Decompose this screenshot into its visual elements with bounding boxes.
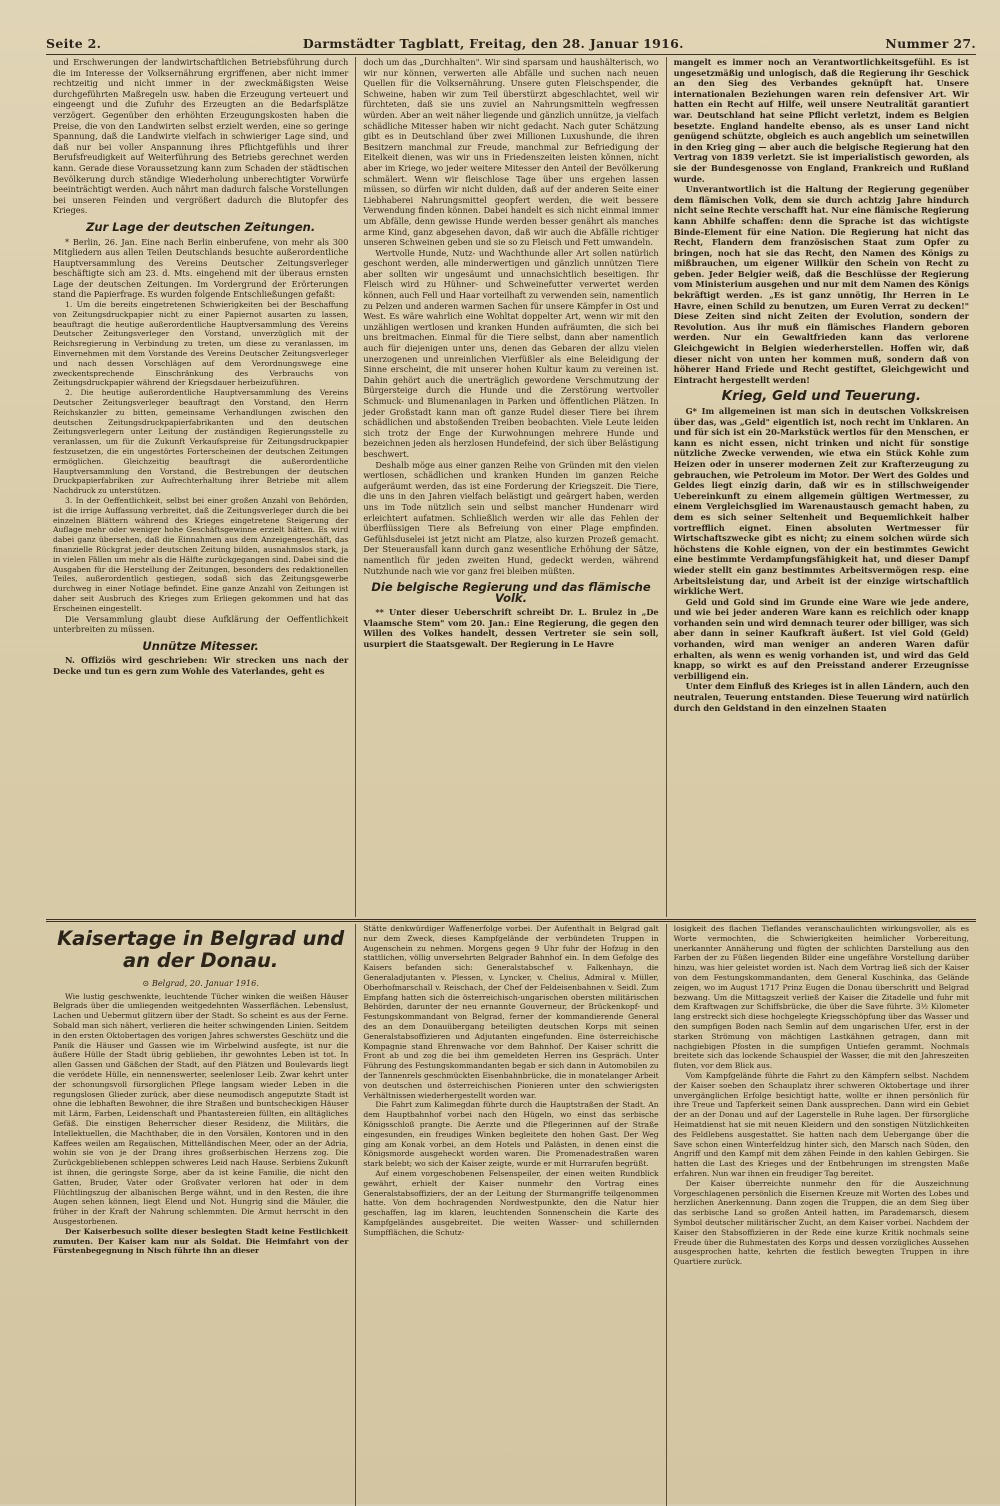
- column-2: [355, 57, 665, 917]
- dateline: ⊙ Belgrad, 20. Januar 1916.: [142, 978, 259, 988]
- paragraph: Geld und Gold sind im Grunde eine Ware wie jede andere, und wie bei jeder anderen Ware kann es reichlich oder knapp vorhanden sein und wird demnach teurer oder billiger, was sich aber dann in seiner Kaufkraft äußert. Ist viel Gold (Geld) vorhanden, wird man weniger an anderen Waren dafür erhalten, als wenn es wenig vorhanden ist, und wird das Geld knapp, so wirkt es auf den Preisstand anderer Erzeugnisse verbilligend ein.: [673, 596, 969, 681]
- paragraph: Der Kaiserbesuch sollte dieser beslegten Stadt keine Festlichkeit zumuten. Der Kaiser kam nur als Soldat. Die Heimfahrt von der Fürstenbegegnung in Nisch führte ihn an dieser: [53, 1226, 349, 1256]
- column-3: [666, 924, 976, 1506]
- section-divider: [46, 919, 976, 922]
- column-1: [46, 57, 355, 917]
- column-2: [355, 924, 665, 1506]
- paragraph: mangelt es immer noch an Verantwortlichkeitsgefühl. Es ist ungesetzmäßig und unlogisch, daß die Regierung ihr Geschick an den Sieg des Verbandes geknüpft hat. Unsere internationalen Beziehungen waren rein defensiver Art. Wir hatten ein Recht auf Hilfe, weil unsere Neutralität garantiert war. Deutschland hat seine Pflicht verletzt, indem es Belgien besetzte. England handelte ebenso, als es unser Land nicht genügend schützte, obgleich es auch angeblich um seinetwillen in den Krieg ging — aber auch die belgische Regierung hat den Vertrag von 1839 verletzt. Sie ist imperialistisch geworden, als sie der Bundesgenosse von England, Frankreich und Rußland wurde.: [673, 57, 969, 184]
- bottom-section: [46, 924, 976, 1506]
- paragraph: Die Fahrt zum Kalimegdan führte durch die Hauptstraßen der Stadt. An dem Hauptbahnhof vorbei nach den Hügeln, wo einst das serbische Königsschloß prangte. Die Aerzte und die Pflegerinnen auf der Straße eingesunden, ein freudiges Winken begleitete den hohen Gast. Der Weg ging am Konak vorbei, an dem Hotels und Palästen, in denen einst die Königsmorde ausgeheckt worden waren. Die Promenadestraßen waren stark belebt; wo sich der Kaiser zeigte, wurde er mit Hurrarufen begrüßt.: [363, 1100, 659, 1169]
- paragraph: * Berlin, 26. Jan. Eine nach Berlin einberufene, von mehr als 300 Mitgliedern aus allen Teilen Deutschlands besuchte außerordentliche Hauptversammlung des Vereins Deutscher Zeitungsverleger beschäftigte sich am 23. d. Mts. eingehend mit der überaus ernsten Lage der deutschen Zeitungen. Im Vordergrund der Erörterungen stand die Papierfrage. Es wurden folgende Entschließungen gefaßt:: [53, 236, 349, 300]
- paragraph: ** Unter dieser Ueberschrift schreibt Dr. L. Brulez in „De Vlaamsche Stem" vom 20. Jan.: Eine Regierung, die gegen den Willen des Volkes handelt, dessen Vertreter sie sein soll, usurpiert die Staatsgewalt. Der Regierung in Le Havre: [363, 607, 659, 650]
- issue-number: Nummer 27.: [885, 36, 976, 51]
- article-headline: Kaisertage in Belgrad und an der Donau.: [57, 927, 345, 972]
- paragraph: und Erschwerungen der landwirtschaftlichen Betriebsführung durch die im Interesse der Volksernährung ergriffenen, aber nicht immer rechtzeitig und nicht immer in der zweckmäßigsten Weise durchgeführten Maßregeln usw. haben die Erzeugung verteuert und eingeengt und die Zufuhr des Erzeugten an die Bedarfsplätze verzögert. Gegenüber den erhöhten Erzeugungskosten haben die Preise, die von den Landwirten selbst erzielt werden, eine so geringe Spannung, daß die Landwirte vielfach in schwieriger Lage sind, und daß nur bei voller Anspannung ihres Pflichtgefühls und ihrer Berufsfreudigkeit auf Weiterführung des Betriebs gerechnet werden kann. Gerade diese Voraussetzung kann zum Schaden der städtischen Bevölkerung durch ständige Wiederholung unberechtigter Vorwürfe beeinträchtigt werden. Auch nährt man dadurch falsche Vorstellungen bei unseren Feinden und vergrößert dadurch die Blutopfer des Krieges.: [53, 57, 349, 216]
- column-3: [666, 57, 976, 917]
- paragraph: Unter dem Einfluß des Krieges ist in allen Ländern, auch den neutralen, Teuerung entstanden. Diese Teuerung wird natürlich durch den Geldstand in den einzelnen Staaten: [673, 681, 969, 713]
- paragraph: Vom Kampfgelände führte die Fahrt zu den Kämpfern selbst. Nachdem der Kaiser soeben den Schauplatz ihrer schweren Oktobertage und ihrer unvergänglichen Erfolge besichtigt hatte, wollte er ihnen persönlich für ihre Treue und Tapferkeit seinen Dank aussprechen. Dann wird ein Gebiet der an der Donau und auf der Lagerstelle in Ruhe lagen. Der fürsorgliche Heimatdienst hat sie mit neuen Kleidern und den sonstigen Nützlichkeiten des Feldlebens ausgestattet. Sie hatten nach dem Uebergange über die Save schon einen Winterfeldzug hinter sich, den Marsch nach Süden, den Angriff und den Kampf mit dem zähen Feinde in den kahlen Gebirgen. Sie hatten die Last des Krieges und der Entbehrungen im strengsten Maße erfahren. Nun war ihnen ein freudiger Tag bereitet.: [673, 1070, 969, 1178]
- paragraph: losigkeit des flachen Tieflandes veranschaulichten wirkungsvoller, als es Worte vermochten, die Schwierigkeiten heimlicher Vorbereitung, unerkannter Annäherung und fügten der schlichten Darstellung aus den Farben der zu Füßen liegenden Bilder eine ungefähre Vorstellung darüber hinzu, was hier geleistet worden ist. Nach dem Vortrag ließ sich der Kaiser von dem Festungskommandanten, dem General Kuschinka, das Gelände zeigen, wo im August 1717 Prinz Eugen die Donau überschritt und Belgrad bezwang. Um die Mittagszeit verließ der Kaiser die Zitadelle und fuhr mit dem Kraftwagen zur Schiffsbrücke, die über die Save führte. 3½ Kilometer lang erstreckt sich diese hochgelegte Kriegsschöpfung über das Wasser und den sumpfigen Boden nach Semlin auf dem ungarischen Ufer, erst in der starken Strömung von mächtigen Lastkähnen getragen, dann mit nachgiebigen Pfosten in die sumpfigen Untiefen gerammt. Nochmals breitete sich das lockende Schauspiel der Wasser, die mit den Jahreszeiten fluten, vor dem Blick aus.: [673, 924, 969, 1071]
- paragraph: Die Versammlung glaubt diese Aufklärung der Oeffentlichkeit unterbreiten zu müssen.: [53, 613, 349, 635]
- paragraph: Wertvolle Hunde, Nutz- und Wachthunde aller Art sollen natürlich geschont werden, alle minderwertigen und gänzlich unnützen Tiere aber sollten wir ungesäumt und unnachsichtlich beseitigen. Ihr Fleisch wird zu Hühner- und Schweinefutter verwertet werden können, auch Fell und Haar vorteilhaft zu verwenden sein, namentlich zu Pelzen und anderen warmen Sachen für unsere Kämpfer in Ost und West. Es wäre wahrlich eine Wohltat doppelter Art, wenn wir mit den unzähligen wertlosen und kranken Hunden aufräumten, die sich bei uns breitmachen. Einmal für die Tiere selbst, dann aber namentlich auch für diejenigen unter uns, denen das Gebaren der allzu vielen unerzogenen und unreinlichen Vierfüßler als eine Beleidigung der Sinne erscheint, die mit unserer hohen Kultur kaum zu vereinen ist. Dahin gehört auch die unerträglich gewordene Verschmutzung der Bürgersteige durch die Hunde und die Zerstörung wertvoller Schmuck- und Blumenanlagen in Parken und öffentlichen Plätzen. In jeder Großstadt kann man oft ganze Rudel dieser Tiere bei ihrem schädlichen und abstoßenden Treiben beobachten. Viele Leute leiden sich trotz der Enge der Kurwohnungen mehrere Hunde und bezeichnen jeden als herzlosen Hundefeind, der sich über Belästigung beschwert.: [363, 247, 659, 459]
- paragraph: doch um das „Durchhalten". Wir sind sparsam und haushälterisch, wo wir nur können, verwerten alle Abfälle und suchen nach neuen Quellen für die Volksernährung. Unsere guten Fleischspender, die Schweine, haben wir zum Teil überstürzt abgeschlachtet, weil wir fürchteten, daß sie uns zuviel an Nahrungsmitteln wegfressen würden. Aber an weit näher liegende und gänzlich unnütze, ja vielfach schädliche Mitesser haben wir nicht gedacht. Nach guter Schätzung gibt es in Deutschland über zwei Millionen Luxushunde, die ihren Besitzern manchmal zur Freude, manchmal zur Befriedigung der Eitelkeit dienen, was wir uns in Friedenszeiten leisten können, nicht aber im Kriege, wo jeder weitere Mitesser den Anteil der Bevölkerung schmälert. Wenn wir fleischlose Tage über uns ergehen lassen müssen, so dürfen wir nicht dulden, daß auf der anderen Seite einer Liebhaberei Nahrungsmittel geopfert werden, die weit bessere Verwendung finden können. Dabei handelt es sich nicht einmal immer um Abfälle, denn gewisse Hunde werden besser genährt als manches arme Kind, ganz abgesehen davon, daß wir auch die Abfälle richtiger unseren Schweinen geben und sie so zu Fleisch und Fett umwandeln.: [363, 57, 659, 248]
- top-section: [46, 57, 976, 917]
- paragraph: N. Offiziös wird geschrieben: Wir strecken uns nach der Decke und tun es gern zum Wohle des Vaterlandes, geht es: [53, 655, 349, 676]
- paragraph: Auf einem vorgeschobenen Felsenspeiler, der einen weiten Rundblick gewährt, erhielt der Kaiser nunmehr den Vortrag eines Generalstabsoffiziers, der an der Leitung der Sturmangriffe teilgenommen hatte. Von dem hochragenden Nordwestpunkte, den die Natur hier geschaffen, lag im klaren, leuchtenden Sonnenschein die Karte des Kampfgeländes ausgebreitet. Die weiten Wasser- und schillernden Sumpfflächen, die Schutz-: [363, 1168, 659, 1237]
- paragraph: Der Kaiser überreichte nunmehr den für die Auszeichnung Vorgeschlagenen persönlich die Eisernen Kreuze mit Worten des Lobes und herzlichen Anerkennung. Dann zogen die Truppen, die an dem Sieg über das serbische Land so großen Anteil hatten, im Parademarsch, diesem Symbol deutscher militärischer Zucht, an dem Kaiser vorbei. Nachdem der Kaiser den Stabsoffizieren in der Rede eine kurze Kritik nochmals seine Freude über die Ruhmestaten des Korps und dessen vorzügliches Aussehen ausgesprochen hatte, kehrten die festlich bewegten Truppen in ihre Quartiere zurück.: [673, 1178, 969, 1267]
- column-1: [46, 924, 355, 1506]
- section-title: Unnütze Mitesser.: [142, 638, 259, 653]
- section-title: Die belgische Regierung und das flämische Volk.: [371, 580, 651, 605]
- page-number: Seite 2.: [46, 36, 102, 51]
- masthead: Darmstädter Tagblatt, Freitag, den 28. Januar 1916.: [302, 36, 684, 51]
- paragraph: 3. In der Oeffentlichkeit, selbst bei einer großen Anzahl von Behörden, ist die irrige Auffassung verbreitet, daß die Zeitungsverleger durch die bei einzelnen Blättern während des Krieges eingetretene Steigerung der Auflage mehr oder weniger hohe Geschäftsgewinne erzielt hätten. Es wird dabei ganz übersehen, daß die Einnahmen aus dem Anzeigengeschäft, das finanzielle Rückgrat jeder deutschen Zeitung bilden, ausnahmslos stark, ja in vielen Fällen um mehr als die Hälfte zurückgegangen sind. Dabei sind die Ausgaben für die Herstellung der Zeitungen, besonders des redaktionellen Teiles, außerordentlich gestiegen, sodaß sich das Zeitungsgewerbe durchweg in einer Notlage befindet. Eine ganze Anzahl von Zeitungen ist daher seit Ausbruch des Krieges zum Erliegen gekommen und hat das Erscheinen eingestellt.: [53, 496, 349, 613]
- page-header: [46, 36, 976, 55]
- paragraph: Deshalb möge aus einer ganzen Reihe von Gründen mit den vielen wertlosen, schädlichen und kranken Hunden im ganzen Reiche aufgeräumt werden, das ist eine Forderung der Kriegszeit. Die Tiere, die uns in den Jahren vielfach belästigt und geärgert haben, werden uns im Tode nützlich sein und selbst mancher Hundenarr wird erleichtert aufatmen. Schließlich werden wir alle das Fehlen der überflüssigen Tiere als Befreiung von einer Plage empfinden. Gefühlsduselei ist jetzt nicht am Platze, also kurzen Prozeß gemacht. Der Steuerausfall kann durch ganz wesentliche Erhöhung der Sätze, namentlich für jeden zweiten Hund, gedeckt werden, während Nutzhunde nach wie vor ganz frei bleiben müßten.: [363, 459, 659, 576]
- section-title: Zur Lage der deutschen Zeitungen.: [86, 219, 316, 234]
- paragraph: 1. Um die bereits eingetretenen Schwierigkeiten bei der Beschaffung von Zeitungsdruckpapier nicht zu einer Papiernot ausarten zu lassen, beauftragt die heutige außerordentliche Hauptversammlung des Vereins Deutscher Zeitungsverleger den Vorstand, unverzüglich mit der Reichsregierung in Verbindung zu treten, um diese zu veranlassen, im Einvernehmen mit dem Vorstande des Vereins Deutscher Zeitungsverleger und nach dessen Vorschlägen auf dem Verordnungswege eine zweckentsprechende Einschränkung des Verbrauchs von Zeitungsdruckpapier während der Kriegsdauer herbeizuführen.: [53, 300, 349, 388]
- section-title: Krieg, Geld und Teuerung.: [721, 388, 921, 405]
- paragraph: G* Im allgemeinen ist man sich in deutschen Volkskreisen über das, was „Geld" eigentlich ist, noch recht im Unklaren. An und für sich ist ein 20-Markstück wertlos für den Menschen, er kann es nicht essen, nicht trinken und nicht für sonstige nützliche Zwecke verwenden, wie etwa ein Stück Kohle zum Heizen oder in unserer modernen Zeit zur Krafterzeugung zu gebrauchen, wie Petroleum im Motor. Der Wert des Goldes und Geldes liegt einzig darin, daß wir es in stillschweigender Uebereinkunft zu einem allgemein gültigen Wertmesser, zu einem Vergleichsglied im Warenaustausch gemacht haben, zu dem es sich seiner Seltenheit und Bequemlichkeit halber vortrefflich eignet. Einen absoluten Wertmesser für Wirtschaftszwecke gibt es nicht; zu einem solchen würde sich höchstens die Kohle eignen, von der ein bestimmtes Gewicht eine bestimmte Verdampfungsfähigkeit hat, und dieser Dampf wieder stellt ein ganz bestimmtes Arbeitsvermögen resp. eine Arbeitsleistung dar, und Arbeit ist der einzige wirtschaftlich wirkliche Wert.: [673, 406, 969, 597]
- paragraph: Stätte denkwürdiger Waffenerfolge vorbei. Der Aufenthalt in Belgrad galt nur dem Zweck, dieses Kampfgelände der verbündeten Truppen in Augenschein zu nehmen. Morgens gegen 9 Uhr fuhr der Hofzug in den stattlichen, völlig unversehrten Belgrader Bahnhof ein. In dem Gefolge des Kaisers befanden sich: Generalstabschef v. Falkenhayn, die Generaladjutanten v. Plessen, v. Lyncker, v. Chelius, Admiral v. Müller, Oberhofmarschall v. Reischach, der Chef der Feldeisenbahnen v. Seidl. Zum Empfang hatten sich die österreichisch-ungarischen obersten militärischen Behörden, darunter der neu ernannte Gouverneur, der Brückenkopf- und Festungskommandant von Belgrad, ferner der kommandierende General des an dem Donauübergang beteiligten deutschen Korps mit seinen Generalstabsoffizieren und Adjutanten eingefunden. Eine österreichische Kompagnie stand Ehrenwache vor dem Bahnhof. Der Kaiser schritt die Front ab und zog die bei ihm gemeldeten Herren ins Gespräch. Unter Führung des Festungskommandanten begab er sich dann in Automobilen zu der Tannenrels geschmückten Eisenbahnbrücke, die in monatelanger Arbeit von deutschen und österreichischen Pionieren unter den schwierigsten Verhältnissen wiederhergestellt worden war.: [363, 924, 659, 1100]
- paragraph: Wie lustig geschwenkte, leuchtende Tücher winken die weißen Häuser Belgrads über die umliegenden weitgedehnten Wasserflächen. Lebenslust, Lachen und Uebermut glitzern über der Stadt. So scheint es aus der Ferne. Sobald man sich nähert, verlieren die heiter schwingenden Linien. Seitdem in den ersten Oktobertagen des vorigen Jahres schwerstes Geschütz und die Panik die Häuser und Gassen wie im Wirbelwind ausfegte, ist nur die äußere Hülle der Stadt übrig geblieben, ihr gewohntes Leben ist tot. In allen Gassen und Gäßchen der Stadt, auf den Plätzen und Boulevards liegt die verödete Hülle, ein nennenswerter, seelenloser Leib. Zwar kehrt unter der schonungsvoll fürsorglichen Pflege langsam wieder Leben in die regungslosen Glieder zurück, aber diese neumodisch angeputzte Stadt ist ohne die lebhaften Bewohner, die ihre Straßen und buntscheckigen Häuser mit Lärm, Farben, Leidenschaft und Phantastereien füllten, ein alltägliches Gefäß. Die einstigen Beherrscher dieser Residenz, die Militärs, die Intellektuellen, die Machthaber, die in den Vorsälen, Kontoren und in den Kaffees weilen am Regaüschen, Mittelländischen Meer, oder an der Adria, wohin sie von je der Drang ihres großserbischen Herzens zog. Die Zurückgebliebenen schleppen schweres Leid nach Hause. Serbiens Zukunft ist ihnen, die geringste Sorge, aber da ist keine Familie, die nicht den Gatten, Bruder, Vater oder Großvater verloren hat oder in dem Flüchtlingszug der albanischen Berge wähnt, und in den Resten, die ihre Augen sehen können, liegt Elend und Not. Hungrig sind die Mäuler, die früher in der Kraft der Nahrung schlemmten. Die Armut herrscht in den Ausgestorbenen.: [53, 991, 349, 1226]
- paragraph: Unverantwortlich ist die Haltung der Regierung gegenüber dem flämischen Volk, dem sie durch achtzig Jahre hindurch nicht seine Rechte verschafft hat. Nur eine flämische Regierung kann Abhilfe schaffen: denn die Sprache ist das wichtigste Binde-Element für eine Nation. Die Regierung hat nicht das Recht, Flandern dem französischen Staat zum Opfer zu bringen, noch hat sie das Recht, den Namen des Königs zu mißbrauchen, um eigener Willkür den Schein von Recht zu geben. Jeder Belgier weiß, daß die Beschlüsse der Regierung vom Ministerium ausgehen und nur mit dem Namen des Königs bekräftigt werden. „Es ist ganz unnötig, Ihr Herren in Le Havre, einen Schild zu benutzen, um Euren Verrat zu decken!" Diese Zeiten sind nicht Zeiten der Evolution, sondern der Revolution. Aus ihr muß ein flämisches Flandern geboren werden. Nur ein Gewaltfrieden kann das verlorene Gleichgewicht in Belgien wiederherstellen. Hoffen wir, daß dieser nicht von unten her kommen muß, sondern daß von höherer Hand Friede und Recht gestiftet, Gleichgewicht und Eintracht hergestellt werden!: [673, 184, 969, 385]
- paragraph: 2. Die heutige außerordentliche Hauptversammlung des Vereins Deutscher Zeitungsverleger beauftragt den Vorstand, den Herrn Reichskanzler zu bitten, gemeinsame Verhandlungen zwischen den deutschen Zeitungsdruckpapierfabrikanten und den deutschen Zeitungsverlegern unter Leitung der zuständigen Regierungsstelle zu veranlassen, um für die Zukunft Verkaufspreise für Zeitungsdruckpapier festzusetzen, die ein ungestörtes Forterscheinen der deutschen Zeitungen ermöglichen. Gleichzeitig beauftragt die außerordentliche Hauptversammlung den Vorstand, die Bestrebungen der deutschen Druckpapierfabriken zur Aufrechterhaltung ihrer Betriebe mit allem Nachdruck zu unterstützen.: [53, 388, 349, 496]
